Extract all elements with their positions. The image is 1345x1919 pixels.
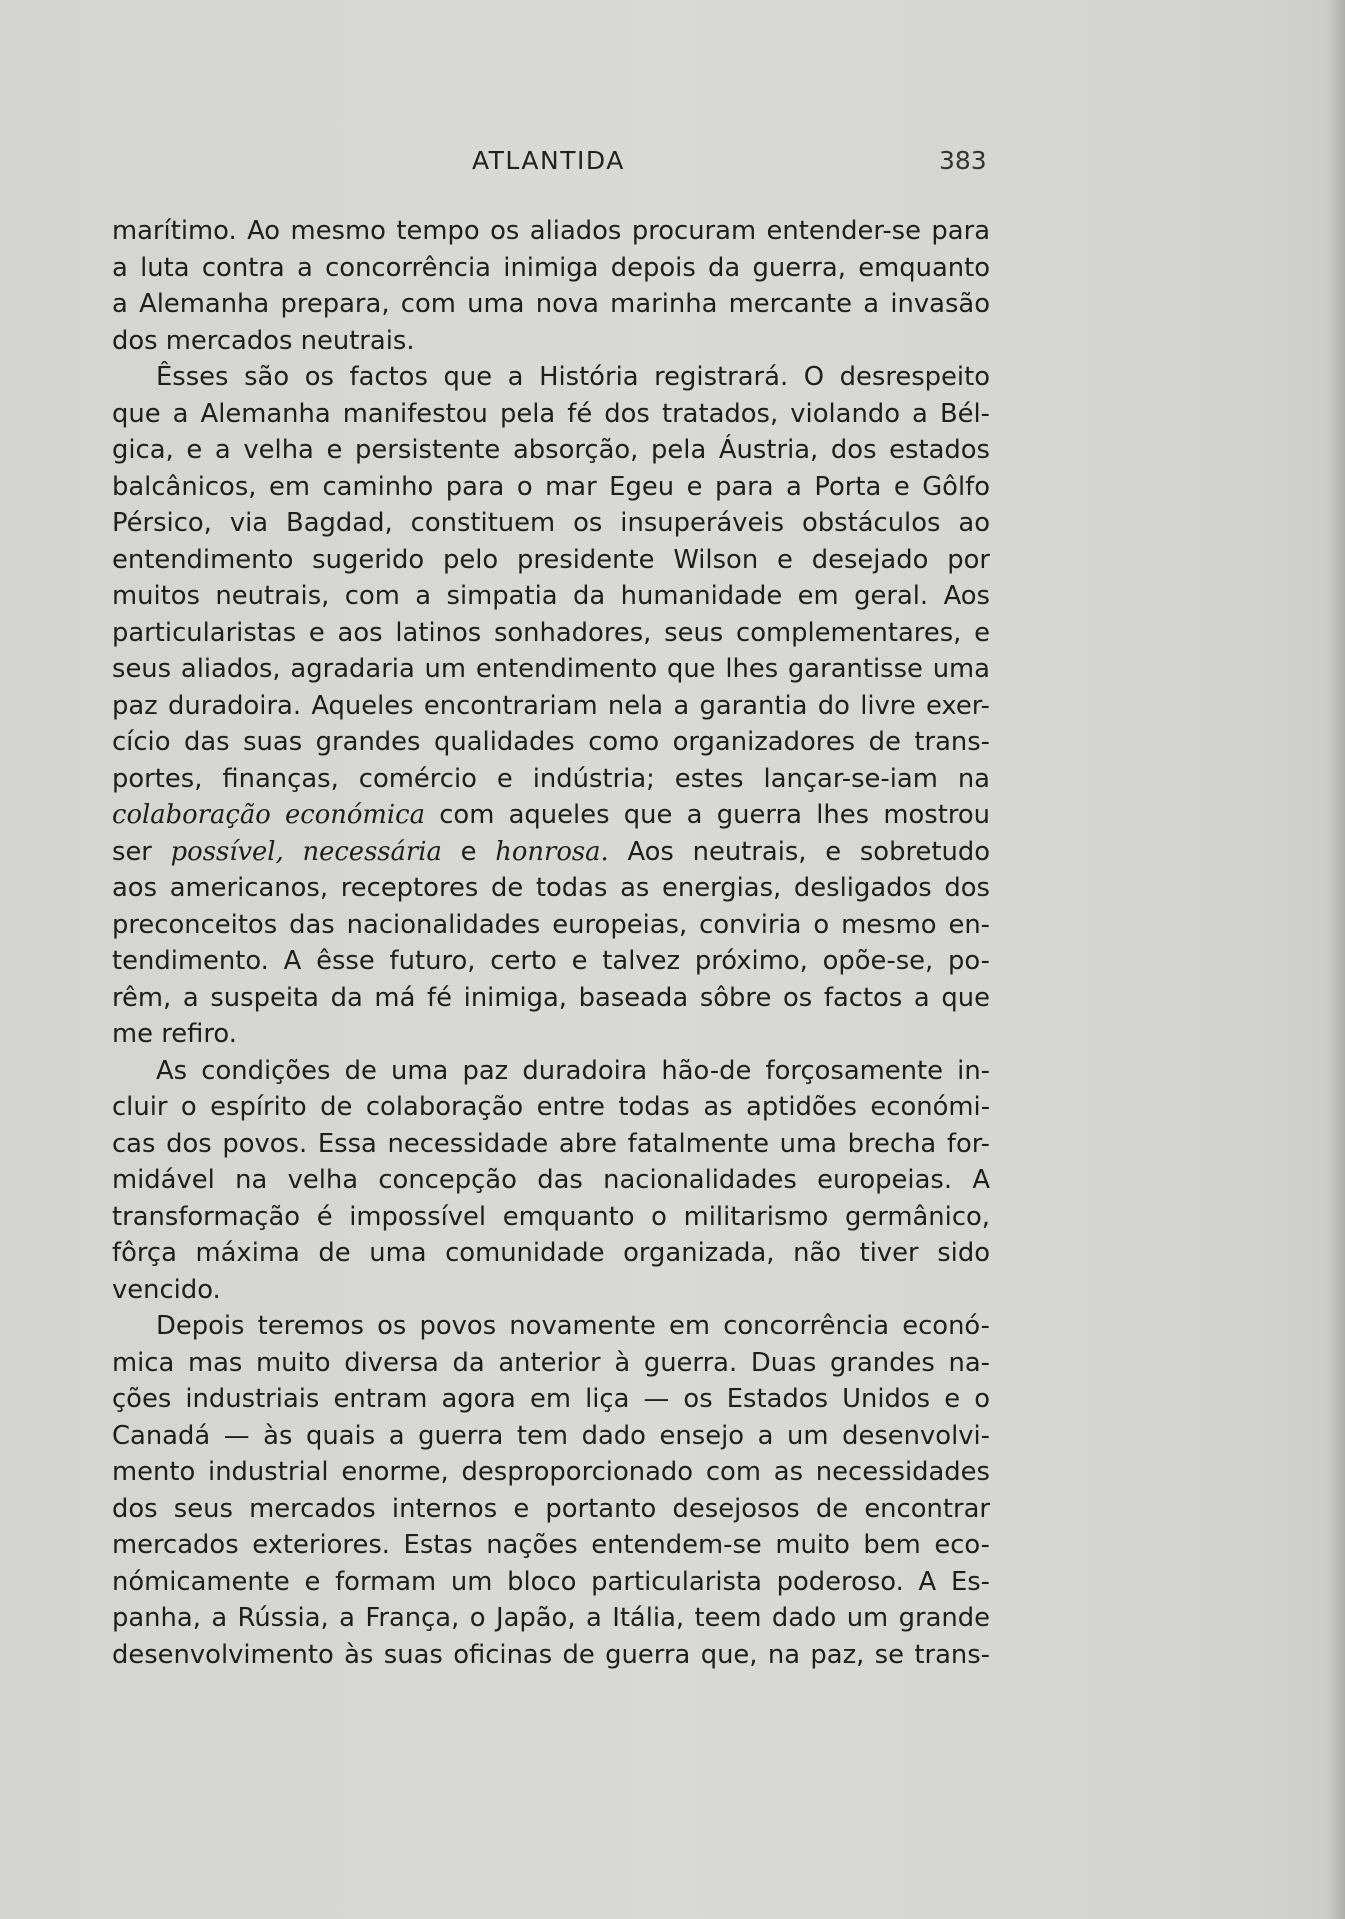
text-segment: vencido. (112, 1274, 221, 1305)
text-segment: paz duradoira. Aqueles encontrariam nela a garantia do livre exer- (112, 690, 990, 721)
text-line (112, 1126, 990, 1163)
text-segment: com aqueles que a guerra lhes mostrou (424, 800, 990, 830)
text-line (112, 396, 990, 433)
text-line (112, 1600, 990, 1637)
text-segment: Êsses são os factos que a História registrará. O desrespeito (156, 362, 990, 392)
text-line (112, 432, 990, 469)
text-line (112, 1454, 990, 1491)
text-segment: marítimo. Ao mesmo tempo os aliados procuram entender-se para (112, 216, 990, 246)
text-line (112, 469, 990, 506)
text-line (112, 651, 990, 688)
text-segment: rêm, a suspeita da má fé inimiga, baseada sôbre os factos a que (112, 982, 990, 1013)
text-line (112, 1491, 990, 1528)
text-line (112, 907, 990, 944)
text-segment: dos mercados neutrais. (112, 325, 415, 356)
text-segment: Depois teremos os povos novamente em concorrência econó- (156, 1311, 990, 1341)
text-segment: balcânicos, em caminho para o mar Egeu e para a Porta e Gôlfo (112, 471, 990, 502)
text-line (112, 1199, 990, 1236)
text-segment: Canadá — às quais a guerra tem dado ensejo a um desenvolvi- (112, 1420, 990, 1451)
text-line (112, 1527, 990, 1564)
text-segment: panha, a Rússia, a França, o Japão, a Itália, teem dado um grande (112, 1603, 990, 1633)
text-line (112, 505, 990, 542)
text-segment: a Alemanha prepara, com uma nova marinha mercante a invasão (112, 289, 990, 319)
text-segment: desenvolvimento às suas oficinas de guerra que, na paz, se trans- (112, 1639, 990, 1670)
text-line (112, 1235, 990, 1272)
text-line (112, 724, 990, 761)
text-line (112, 1308, 990, 1345)
text-segment: aos americanos, receptores de todas as energias, desligados dos (112, 873, 990, 903)
text-segment: cício das suas grandes qualidades como organizadores de trans- (112, 727, 990, 757)
text-line (112, 250, 990, 287)
text-line (112, 542, 990, 579)
text-line (112, 761, 990, 798)
text-segment: portes, finanças, comércio e indústria; estes lançar-se-iam na (112, 763, 990, 794)
page-gutter-shadow (1327, 0, 1345, 1919)
text-segment: fôrça máxima de uma comunidade organizada, não tiver sido (112, 1238, 990, 1268)
text-segment: preconceitos das nacionalidades europeias, conviria o mesmo en- (112, 909, 990, 940)
text-segment: ções industriais entram agora em liça — os Estados Unidos e o (112, 1384, 990, 1414)
text-segment: midável na velha concepção das nacionalidades europeias. A (112, 1165, 990, 1195)
text-segment: mica mas muito diversa da anterior à guerra. Duas grandes na- (112, 1347, 990, 1378)
text-segment: muitos neutrais, com a simpatia da humanidade em geral. Aos (112, 581, 990, 611)
running-title: ATLANTIDA (472, 146, 625, 175)
running-head (112, 146, 1012, 180)
text-segment: Aos neutrais, e sobretudo (608, 836, 990, 867)
text-line (112, 359, 990, 396)
text-segment: entendimento sugerido pelo presidente Wilson e desejado por (112, 544, 990, 575)
text-segment: cas dos povos. Essa necessidade abre fatalmente uma brecha for- (112, 1128, 990, 1159)
italic-text-segment: colaboração económica (112, 800, 425, 830)
text-segment: Pérsico, via Bagdad, constituem os insuperáveis obstáculos ao (112, 508, 990, 538)
text-line (112, 1053, 990, 1090)
text-line (112, 980, 990, 1017)
text-segment: me refiro. (112, 1019, 237, 1049)
text-line (112, 797, 990, 834)
text-line (112, 323, 990, 360)
text-segment: mercados exteriores. Estas nações entendem-se muito bem eco- (112, 1530, 990, 1560)
text-segment: tendimento. A êsse futuro, certo e talvez próximo, opõe-se, po- (112, 946, 990, 976)
text-segment: que a Alemanha manifestou pela fé dos tratados, violando a Bél- (112, 398, 990, 429)
text-segment: particularistas e aos latinos sonhadores, seus complementares, e (112, 617, 990, 648)
text-segment: dos seus mercados internos e portanto desejosos de encontrar (112, 1493, 990, 1524)
text-segment: e (441, 836, 496, 867)
text-segment: nómicamente e formam um bloco particularista poderoso. A Es- (112, 1566, 990, 1597)
text-line (112, 1418, 990, 1455)
text-line (112, 1272, 990, 1309)
text-segment: gica, e a velha e persistente absorção, pela Áustria, dos estados (112, 435, 990, 465)
text-segment: a luta contra a concorrência inimiga depois da guerra, emquanto (112, 252, 990, 283)
text-line (112, 1162, 990, 1199)
page-number: 383 (939, 146, 987, 175)
text-segment: As condições de uma paz duradoira hão-de forçosamente in- (156, 1055, 990, 1086)
text-segment: ser (112, 836, 171, 867)
text-line (112, 943, 990, 980)
text-line (112, 1345, 990, 1382)
text-line (112, 286, 990, 323)
text-line (112, 1564, 990, 1601)
italic-text-segment: honrosa. (495, 836, 609, 867)
text-line (112, 615, 990, 652)
text-line (112, 834, 990, 871)
text-line (112, 688, 990, 725)
text-segment: transformação é impossível emquanto o militarismo germânico, (112, 1201, 990, 1232)
italic-text-segment: possível, necessária (170, 836, 442, 867)
text-line (112, 1016, 990, 1053)
text-line (112, 870, 990, 907)
text-segment: mento industrial enorme, desproporcionado com as necessidades (112, 1457, 990, 1487)
text-segment: seus aliados, agradaria um entendimento que lhes garantisse uma (112, 654, 990, 684)
text-segment: cluir o espírito de colaboração entre todas as aptidões económi- (112, 1092, 990, 1122)
text-line (112, 578, 990, 615)
text-line (112, 213, 990, 250)
body-text (112, 213, 990, 1673)
text-line (112, 1381, 990, 1418)
text-line (112, 1089, 990, 1126)
text-line (112, 1637, 990, 1674)
